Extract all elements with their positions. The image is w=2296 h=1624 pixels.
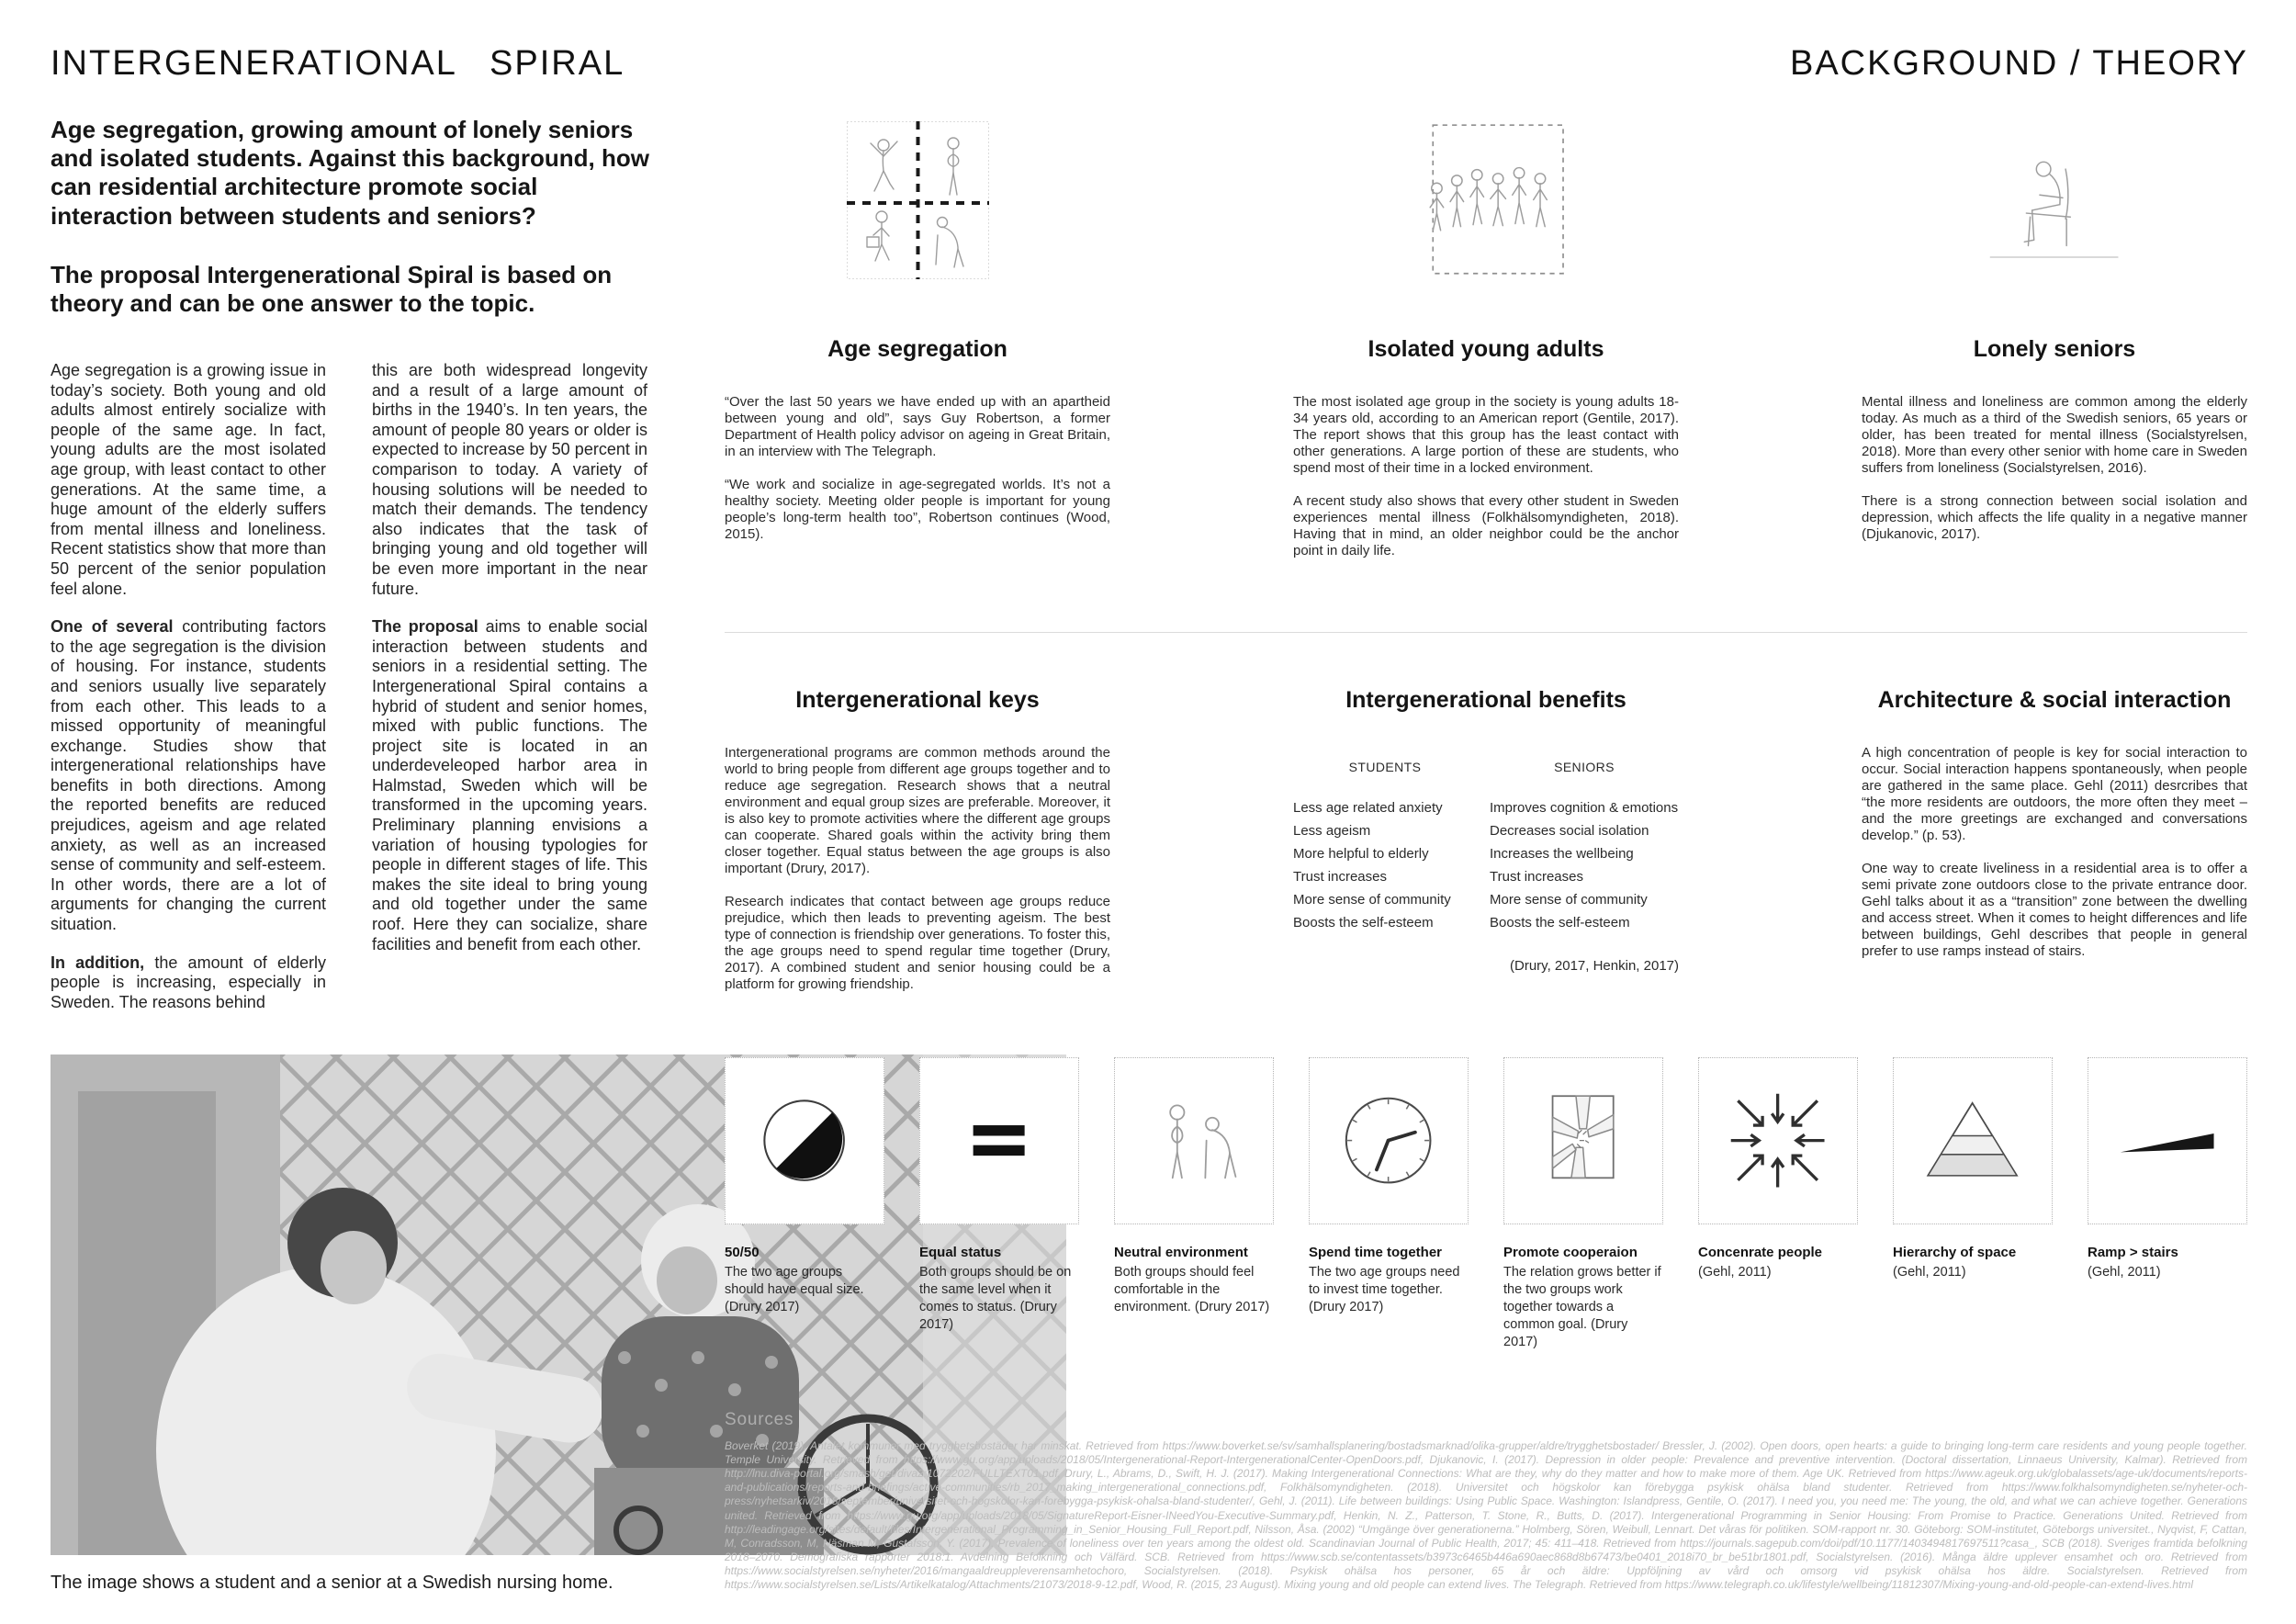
principle-title: Hierarchy of space xyxy=(1893,1245,2017,1260)
principle-50-50 xyxy=(725,1057,884,1351)
section-paragraph: The most isolated age group in the society is young adults 18-34 years old, according to an American report (Gentile, 2017). The report shows that this group has the least contact with other generations. A large portion of these are students, who spend most of their time in a locked environment. xyxy=(1293,394,1679,476)
principle-icon-box xyxy=(1114,1057,1274,1224)
principle-description: The two age groups should have equal size. (Drury 2017) xyxy=(725,1264,864,1314)
age-quadrant-illustration xyxy=(725,121,1110,279)
list-item: Less ageism xyxy=(1293,823,1371,839)
principle-ramp-over-stairs xyxy=(2088,1057,2247,1351)
section-paragraph: Research indicates that contact between age groups reduce prejudice, which then leads to preventing ageism. The best type of connection is friendship over generations. To foster this, the age groups need to spend regular time together (Drury, 2017). A combined student and senior housing could be a platform for growing friendship. xyxy=(725,894,1110,992)
section-title: Age segregation xyxy=(827,336,1007,362)
intro-article xyxy=(51,361,647,1031)
list-item: Trust increases xyxy=(1293,869,1387,885)
section-paragraph: There is a strong connection between social isolation and depression, which affects the life quality in a negative manner (Djukanovic, 2017). xyxy=(1862,493,2247,542)
principle-title: Concenrate people xyxy=(1698,1245,1823,1260)
principle-neutral-environment xyxy=(1114,1057,1274,1351)
article-paragraph: One of several contributing factors to the age segregation is the division of housing. For instance, students and seniors usually live separately from each other. This leads to a missed opportunity of meaningful exchange. Studies show that intergenerational relationships have benefits in both directions. Among the reported benefits are reduced prejudices, ageism and age related anxiety, as well as an increased sense of community and self-esteem. In other words, there are a lot of arguments for changing the current situation. xyxy=(51,617,326,934)
list-item: Boosts the self-esteem xyxy=(1293,915,1434,930)
principle-icon-box xyxy=(1698,1057,1858,1224)
two-people-icon xyxy=(1135,1079,1252,1201)
intro-section xyxy=(51,116,649,348)
ramp-icon xyxy=(2109,1079,2225,1201)
sources-section xyxy=(725,1410,2247,1592)
article-column-1 xyxy=(51,361,326,1031)
section-architecture-social-interaction xyxy=(1862,687,2247,976)
section-paragraph: A high concentration of people is key for social interaction to occur. Social interaction happens spontaneously, when people are gathered in the same place. Gehl (2011) desrcribes that “the more residents are outdoors, the more often they meet – and the more greetings are exchanged and conversations develop.” (p. 53). xyxy=(1862,745,2247,843)
list-item: Trust increases xyxy=(1490,869,1583,885)
principle-citation: (Drury 2017) xyxy=(1309,1299,1384,1314)
section-title: Isolated young adults xyxy=(1367,336,1604,362)
horizontal-divider xyxy=(725,632,2247,633)
pyramid-icon xyxy=(1914,1079,2031,1201)
principle-description xyxy=(1893,1264,2053,1281)
converging-arrows-icon xyxy=(1719,1079,1836,1201)
intro-question: Age segregation, growing amount of lonely seniors and isolated students. Against this background, how can residential architecture promote social interaction between students and seniors? xyxy=(51,116,649,230)
article-column-2 xyxy=(372,361,647,1031)
principle-citation: (Drury 2017) xyxy=(1194,1299,1270,1314)
section-title: Intergenerational keys xyxy=(795,687,1040,713)
principle-icon-box xyxy=(919,1057,1079,1224)
section-age-segregation xyxy=(725,121,1110,559)
paragraph-lead: The proposal xyxy=(372,617,478,637)
article-paragraph: In addition, the amount of elderly people is increasing, especially in Sweden. The reasons behind xyxy=(51,953,326,1011)
paragraph-lead: In addition, xyxy=(51,953,145,972)
list-item: More helpful to elderly xyxy=(1293,846,1429,862)
principle-description: Both groups should be on the same level when it comes to status. (Drury 2017) xyxy=(919,1264,1072,1332)
article-paragraph: this are both widespread longevity and a result of a large amount of births in the 1940’s. In ten years, the amount of people 80 years or older is expected to increase by 50 percent in comparison to today. A variety of housing solutions will be needed to match their demands. The tendency also indicates that the task of bringing young and old together will be even more important in the near future. xyxy=(372,361,647,598)
list-item: More sense of community xyxy=(1490,892,1648,908)
section-paragraph: “Over the last 50 years we have ended up with an apartheid between young and old”, says Guy Robertson, a former Department of Health policy advisor on ageing in Great Britain, in an interview with The Telegraph. xyxy=(725,394,1110,459)
age-quadrant-icon xyxy=(847,121,989,279)
principle-title: Ramp > stairs xyxy=(2088,1245,2178,1260)
principle-description: Both groups should feel comfortable in the environment. (Drury 2017) xyxy=(1114,1264,1270,1314)
principle-icon-box xyxy=(2088,1057,2247,1224)
principle-concentrate-people xyxy=(1698,1057,1858,1351)
principle-description xyxy=(1698,1264,1858,1281)
principle-citation: (Gehl, 2011) xyxy=(1893,1264,1966,1280)
section-isolated-young-adults xyxy=(1293,121,1679,576)
section-title: Architecture & social interaction xyxy=(1877,687,2232,713)
paragraph-lead: One of several xyxy=(51,617,174,637)
sources-heading: Sources xyxy=(725,1410,794,1429)
photo-caption: The image shows a student and a senior at a Swedish nursing home. xyxy=(51,1573,613,1593)
principle-citation: (Drury 2017) xyxy=(1503,1316,1628,1349)
seniors-benefits-list xyxy=(1490,796,1679,934)
principle-icon-box xyxy=(1309,1057,1469,1224)
principle-title: 50/50 xyxy=(725,1245,760,1260)
principle-citation: (Gehl, 2011) xyxy=(2088,1264,2161,1280)
principle-description: The relation grows better if the two groups work together towards a common goal. (Drury 2017) xyxy=(1503,1264,1661,1349)
principle-citation: (Drury 2017) xyxy=(919,1299,1057,1332)
sources-text: Boverket (2019). Antalet kommuner med trygghetsbostäder har minskat. Retrieved from https://www.boverket.se/sv/samhallsplanering/bostadsmarknad/olika-grupper/aldre/trygghetsbostader/ Bressler, J. (2002). Open doors, open hearts: a guide to bringing long-term care residents and young people together. Temple University. Retrieved from https://www.gu.org/app/uploads/2018/05/Intergenerational-Report-IntergenerationalCenter-OpenDoors.pdf, Djukanovic, I. (2017). Depression in older people: Prevalence and preventive intervention. (Doctoral dissertation, Linnaeus University, Kalmar). Retrieved from http://lnu.diva-portal.org/smash/get/diva2:1072202/FULLTEXT01.pdf, Drury, L., Abrams, D., Swift, H. J. (2017). Making Intergenerational Connections: What are they, why do they matter and how to make more of them. Age UK. Retrieved from https://www.ageuk.org.uk/globalassets/age-uk/documents/reports-and-publications/reports-and-briefings/active-communities/rb_2017_making_intergenerational_connections.pdf, Folkhälsomyndigheten. (2018). Universitet och högskolor kan förebygga psykisk ohälsa bland studenter. Retrieved from https://www.folkhalsomyndigheten.se/nyheter-och-press/nyhetsarkiv/2018/september/universitet-och-hogskolor-kan-forebygga-psykisk-ohalsa-bland-studenter/, Gehl, J. (2011). Life between buildings: Using Public Space. Washington: Islandpress, Gentile, O. (2017). I need you, you need me: The young, the old, and what we can achieve together. Generations united. Retrieved from https://www.gu.org/app/uploads/2018/05/SignatureReport-Eisner-INeedYou-Executive-Summary.pdf, Henkin, N. Z., Patterson, T. Stone, R., Butts, D. (2017). Intergenerational Programming in Senior Housing: From Promise to Practice. Generations United. Retrieved from http://leadingage.org/sites/default/files/Intergenerational_Programming_in_Senior_Housing_Full_Report.pdf, Nilsson, Åsa. (2002) “Umgänge över generationerna.” Holmberg, Sören, Weibull, Lennart. Det våras för politiken. SOM-rapport nr. 30. Göteborg: SOM-institutet, Göteborgs universitet., Nyqvist, F, Cattan, M, Conradsson, M, Näsman M, Gustafsson, Y. (2017). Prevalence of loneliness over ten years among the oldest old. Scandinavian Journal of Public Health, 2017; 45: 411–418. Retrieved from https://journals.sagepub.com/doi/pdf/10.1177/1403494817697511?casa_, SCB (2018). Sveriges framtida befolkning 2018–2070. Demografiska rapporter 2018:1. Avdelning Befolkning och Välfärd. SCB. Retrieved from https://www.scb.se/contentassets/b3973c6465b446a690aec868d8b67473/be0401_2018i70_br_be51br1801.pdf, Socialstyrelsen. (2016). Många äldre upplever ensamhet och oro. Retrieved from https://www.socialstyrelsen.se/nyheter/2016/mangaaldreuppleverensamhetochoro, Socialstyrelsen. (2018). Psykisk ohälsa hos personer, 65 år och äldre: Uppföljning av vård och omsorg vid psykisk ohälsa hos äldre. Socialstyrelsen. Retrieved from https://www.socialstyrelsen.se/Lists/Artikelkatalog/Attachments/21073/2018-9-12.pdf, Wood, R. (2015, 23 August). Mixing young and old people can extend lives. The Telegraph. Retrieved from https://www.telegraph.co.uk/lifestyle/wellbeing/11812307/Mixing-young-and-old-people-can-extend-lives.html xyxy=(725,1439,2247,1592)
students-column-label: STUDENTS xyxy=(1348,760,1422,774)
article-paragraph: The proposal aims to enable social interaction between students and seniors in a residential setting. The Intergenerational Spiral contains a hybrid of student and senior homes, mixed with public functions. The project site is located in an underdeveleoped harbor area in Halmstad, Sweden which will be transformed in the upcoming years. Preliminary planning envisions a variation of housing typologies for people in different stages of life. This makes the site ideal to bring young and old together under the same roof. Here they can socialize, share facilities and benefit from each other. xyxy=(372,617,647,953)
hands-cooperation-icon xyxy=(1525,1079,1641,1201)
list-item: Increases the wellbeing xyxy=(1490,846,1634,862)
section-paragraph: A recent study also shows that every other student in Sweden experiences mental illness (Folkhälsomyndigheten, 2018). Having that in mind, an older neighbor could be the anchor point in daily life. xyxy=(1293,493,1679,558)
page-subtitle: BACKGROUND / THEORY xyxy=(1789,44,2248,83)
principle-spend-time-together xyxy=(1309,1057,1469,1351)
principle-citation: (Gehl, 2011) xyxy=(1698,1264,1772,1280)
list-item: More sense of community xyxy=(1293,892,1451,908)
principle-title: Equal status xyxy=(919,1245,1002,1260)
list-item: Less age related anxiety xyxy=(1293,800,1443,816)
section-paragraph: Mental illness and loneliness are common among the elderly today. As much as a third of the Swedish seniors, 65 years or older, has been treated for mental illness (Socialstyrelsen, 2018). More than every other senior with home care in Sweden suffers from loneliness (Socialstyrelsen, 2016). xyxy=(1862,394,2247,476)
principle-icon-box xyxy=(1893,1057,2053,1224)
principle-title: Spend time together xyxy=(1309,1245,1443,1260)
seated-senior-icon xyxy=(1973,121,2135,279)
seniors-column-label: SENIORS xyxy=(1554,760,1615,774)
section-intergenerational-keys xyxy=(725,687,1110,1009)
principle-equal-status xyxy=(919,1057,1079,1351)
section-intergenerational-benefits xyxy=(1293,687,1679,974)
isolated-group-icon xyxy=(1404,121,1567,279)
section-title: Intergenerational benefits xyxy=(1345,687,1626,713)
section-paragraph: Intergenerational programs are common methods around the world to bring people from different age groups together and to reduce age segregation. Research shows that a neutral environment and equal group sizes are preferable. Moreover, it is also key to promote activities where the different age groups can cooperate. Shared goals within the activity bring them closer together. Equal status between the age groups is also important (Drury, 2017). xyxy=(725,745,1110,876)
principle-promote-cooperation xyxy=(1503,1057,1663,1351)
principle-description: The two age groups need to invest time together. (Drury 2017) xyxy=(1309,1264,1460,1314)
principle-description xyxy=(2088,1264,2247,1281)
seated-senior-illustration xyxy=(1862,121,2247,279)
principle-title: Neutral environment xyxy=(1114,1245,1248,1260)
students-benefits-list xyxy=(1293,796,1477,934)
principle-icon-box xyxy=(1503,1057,1663,1224)
list-item: Boosts the self-esteem xyxy=(1490,915,1630,930)
intro-statement: The proposal Intergenerational Spiral is based on theory and can be one answer to the topic. xyxy=(51,260,613,317)
section-paragraph: “We work and socialize in age-segregated worlds. It’s not a healthy society. Meeting older people is important for young people’s long-term health too”, Robertson continues (Wood, 2015). xyxy=(725,477,1110,542)
clock-icon xyxy=(1330,1079,1446,1201)
design-principles-row xyxy=(725,1057,2247,1351)
section-title: Lonely seniors xyxy=(1973,336,2136,362)
principle-title: Promote cooperaion xyxy=(1503,1245,1638,1260)
page-title: INTERGENERATIONAL SPIRAL xyxy=(51,44,625,83)
section-lonely-seniors xyxy=(1862,121,2247,559)
article-paragraph: Age segregation is a growing issue in today’s society. Both young and old adults almost entirely socialize with people of the same age. In fact, young adults are the most isolated age group, with least contact to other generations. At the same time, a huge amount of the elderly suffers from mental illness and loneliness. Recent statistics show that more than 50 percent of the senior population feel alone. xyxy=(51,361,326,598)
equals-icon xyxy=(940,1079,1057,1201)
list-item: Decreases social isolation xyxy=(1490,823,1649,839)
benefits-citation: (Drury, 2017, Henkin, 2017) xyxy=(1510,958,1679,974)
principle-citation: (Drury 2017) xyxy=(725,1299,800,1314)
half-filled-circle-icon xyxy=(746,1079,862,1201)
principle-hierarchy-of-space xyxy=(1893,1057,2053,1351)
group-in-dashed-box-illustration xyxy=(1293,121,1679,279)
section-paragraph: One way to create liveliness in a residential area is to offer a semi private zone outdoors close to the private entrance door. Gehl talks about it as a “transition” zone between the dwelling and access street. When it comes to height differences and life between buildings, Gehl describes that people in general prefer to use ramps instead of stairs. xyxy=(1862,861,2247,959)
principle-icon-box xyxy=(725,1057,884,1224)
list-item: Improves cognition & emotions xyxy=(1490,800,1679,816)
